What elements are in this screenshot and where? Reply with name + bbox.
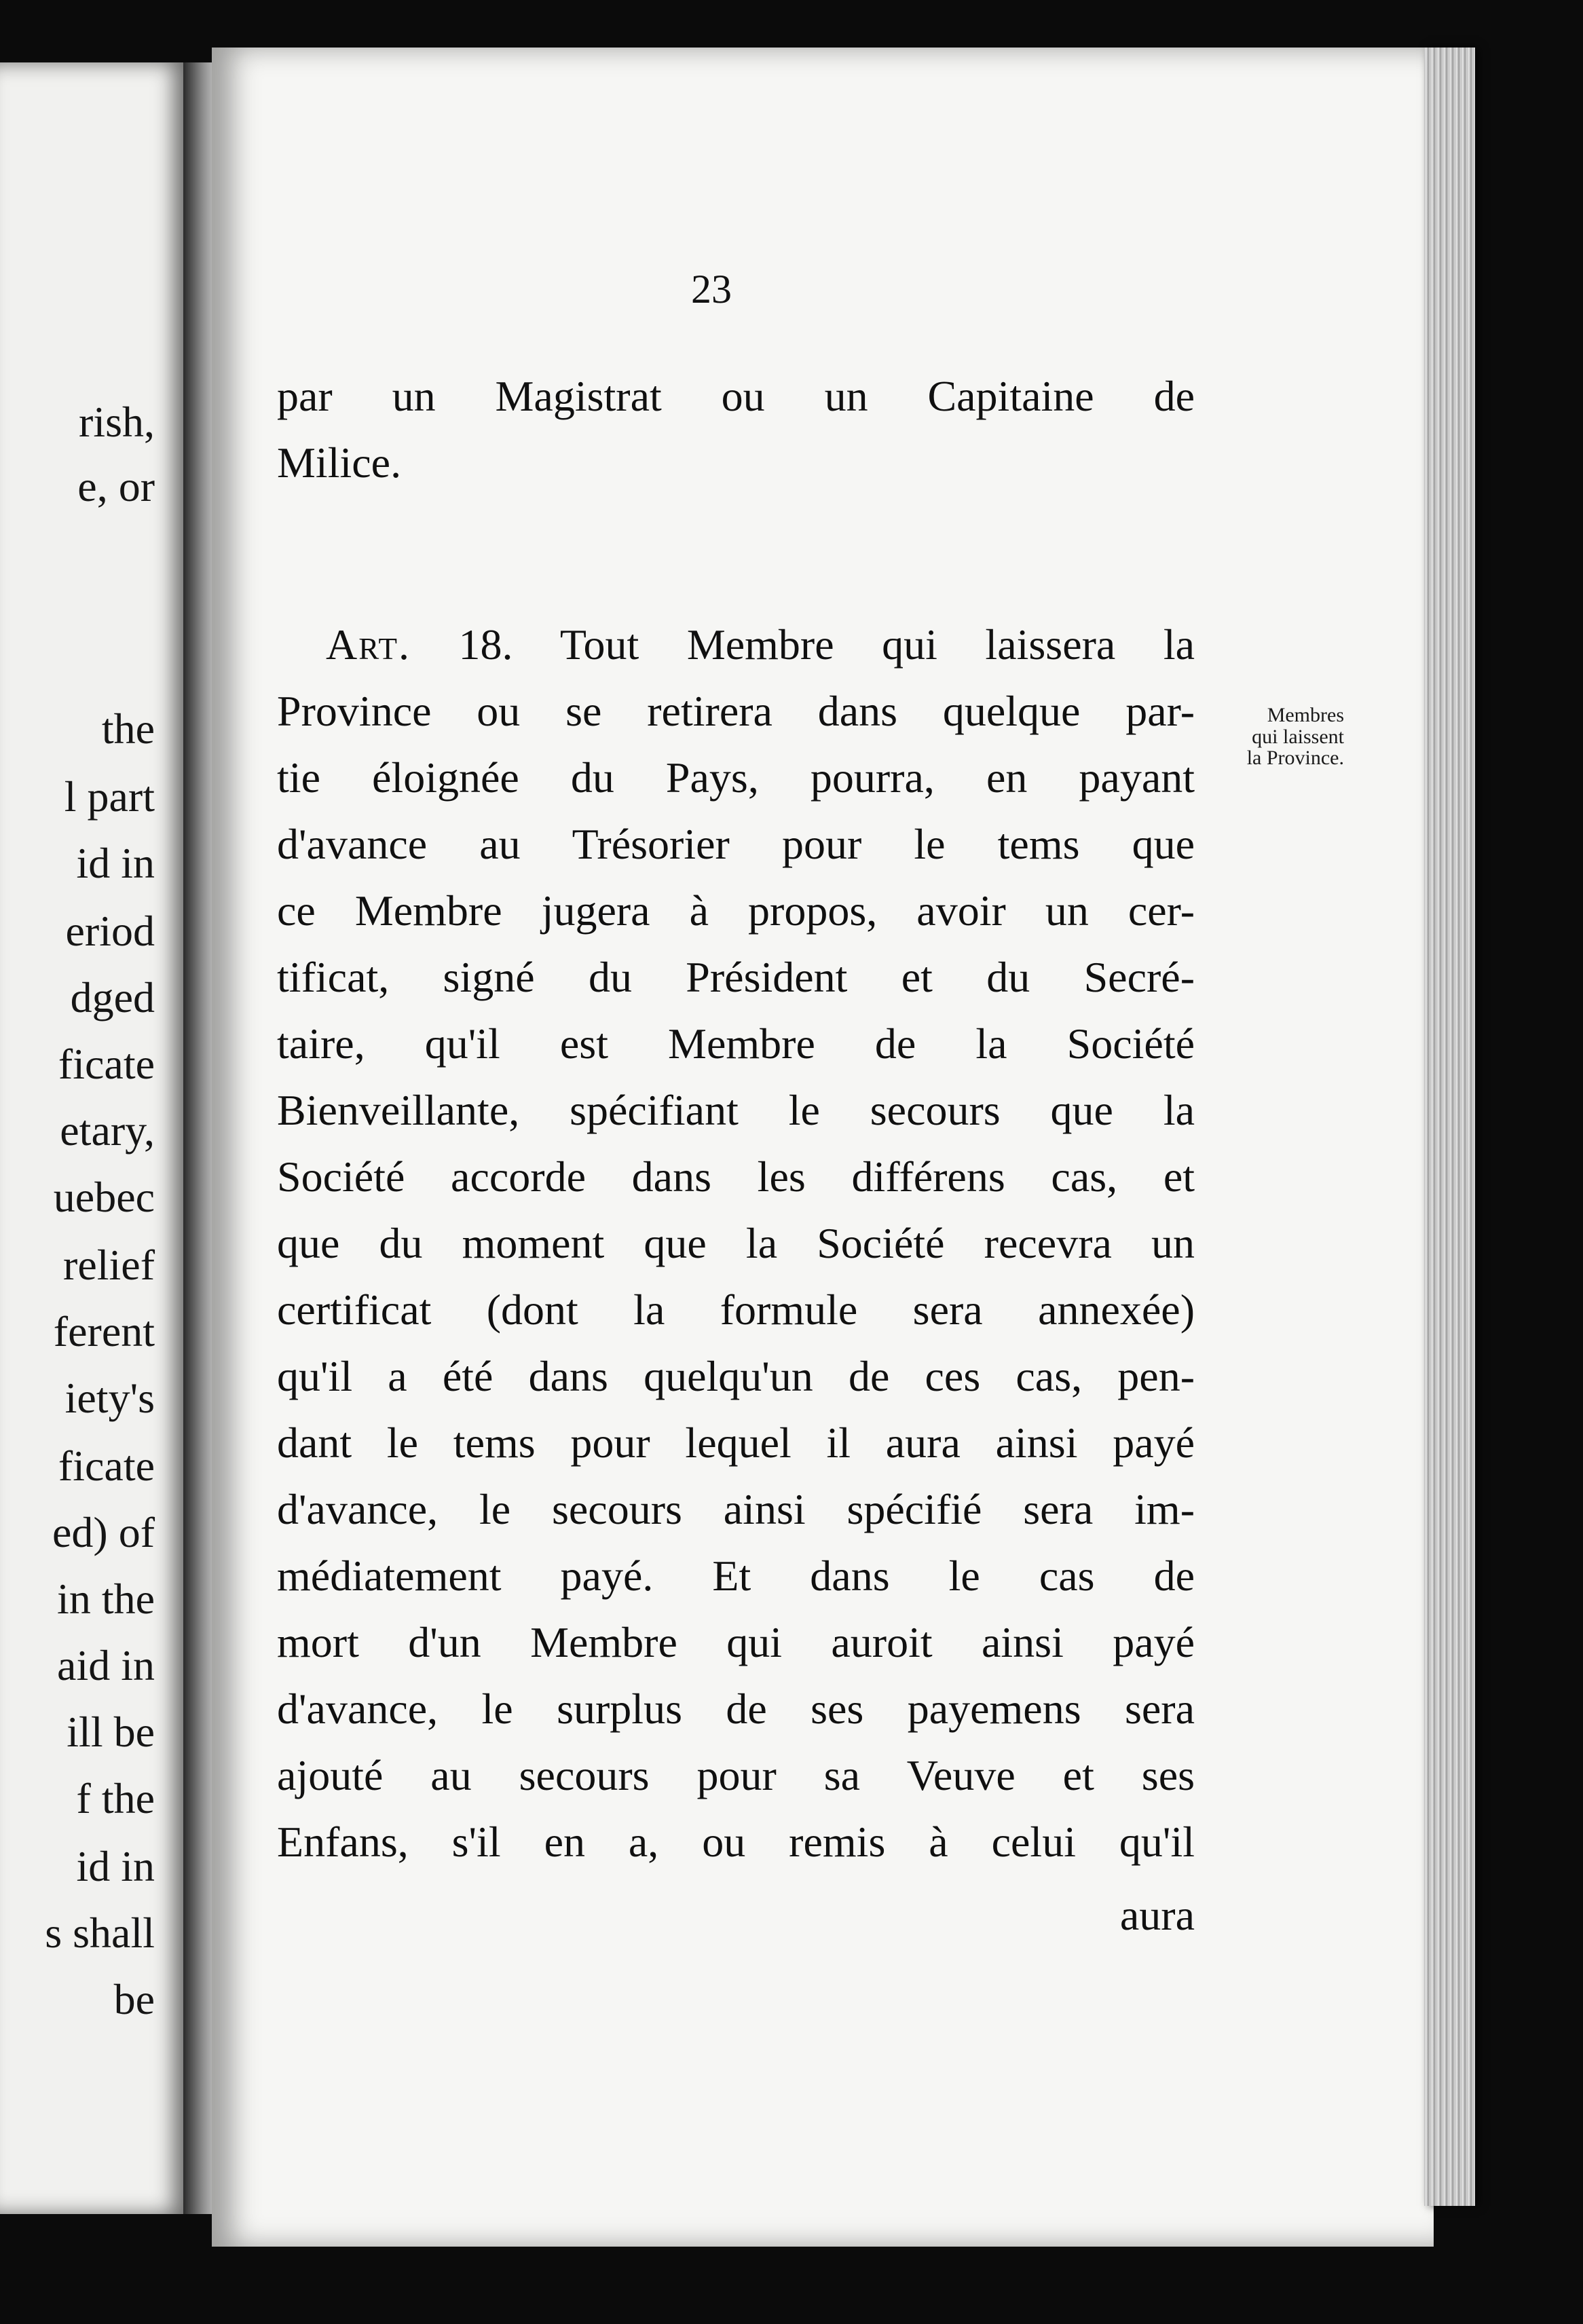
text-line: d'avance au Trésorier pour le tems que xyxy=(277,820,1195,868)
left-line: uebec xyxy=(53,1173,155,1221)
article-first-line-text: Tout Membre qui laissera la xyxy=(559,620,1195,669)
left-line: aid in xyxy=(57,1641,155,1689)
catchword: aura xyxy=(1119,1891,1195,1939)
text-line: mort d'un Membre qui auroit ainsi payé xyxy=(277,1618,1195,1666)
left-line: f the xyxy=(76,1774,155,1822)
left-line: etary, xyxy=(60,1106,155,1155)
text-line: certificat (dont la formule sera annexée) xyxy=(277,1286,1195,1334)
text-line: qu'il a été dans quelqu'un de ces cas, pen- xyxy=(277,1352,1195,1400)
left-line: l part xyxy=(64,772,155,821)
left-line: e, or xyxy=(77,462,155,510)
left-line: ficate xyxy=(58,1040,155,1088)
text-line: ce Membre jugera à propos, avoir un cer- xyxy=(277,886,1195,935)
marginal-note-line: la Province. xyxy=(1246,747,1344,769)
left-page xyxy=(0,62,189,2214)
text-line: que du moment que la Société recevra un xyxy=(277,1219,1195,1267)
text-line: taire, qu'il est Membre de la Société xyxy=(277,1019,1195,1068)
left-line: ficate xyxy=(58,1442,155,1490)
marginal-note-line: qui laissent xyxy=(1252,725,1344,748)
left-line: dged xyxy=(70,973,155,1022)
article-number: 18. xyxy=(458,620,513,669)
text-line: par un Magistrat ou un Capitaine de xyxy=(277,372,1195,420)
text-line: d'avance, le secours ainsi spécifié sera im- xyxy=(277,1485,1195,1533)
page-edges xyxy=(1424,48,1475,2206)
marginal-note-line: Membres xyxy=(1267,704,1344,726)
text-line: tificat, signé du Président et du Secré- xyxy=(277,953,1195,1001)
article-first-line xyxy=(326,620,1195,669)
left-line: ferent xyxy=(53,1307,155,1355)
left-line: iety's xyxy=(64,1374,155,1422)
left-line: ill be xyxy=(67,1708,155,1756)
left-line: the xyxy=(101,705,155,753)
text-line: Société accorde dans les différens cas, et xyxy=(277,1152,1195,1201)
marginal-note xyxy=(1174,705,1344,769)
article-label: Art. xyxy=(326,620,411,669)
left-line: id in xyxy=(76,839,155,887)
page-number: 23 xyxy=(691,267,732,312)
text-line: dant le tems pour lequel il aura ainsi payé xyxy=(277,1419,1195,1467)
left-line: id in xyxy=(76,1842,155,1890)
left-line: s shall xyxy=(45,1909,155,1957)
left-line: ed) of xyxy=(52,1508,155,1556)
text-line: Enfans, s'il en a, ou remis à celui qu'il xyxy=(277,1818,1195,1866)
text-line: Province ou se retirera dans quelque par- xyxy=(277,687,1195,735)
left-line: eriod xyxy=(65,907,155,955)
text-line: d'avance, le surplus de ses payemens sera xyxy=(277,1685,1195,1733)
text-line: ajouté au secours pour sa Veuve et ses xyxy=(277,1751,1195,1799)
text-line: Milice. xyxy=(277,438,402,487)
left-line: relief xyxy=(63,1241,155,1289)
left-line: rish, xyxy=(79,398,155,446)
text-line: Bienveillante, spécifiant le secours que la xyxy=(277,1086,1195,1134)
left-line: be xyxy=(113,1975,155,2023)
text-line: médiatement payé. Et dans le cas de xyxy=(277,1552,1195,1600)
left-line: in the xyxy=(57,1575,155,1623)
text-line: tie éloignée du Pays, pourra, en payant xyxy=(277,753,1195,802)
